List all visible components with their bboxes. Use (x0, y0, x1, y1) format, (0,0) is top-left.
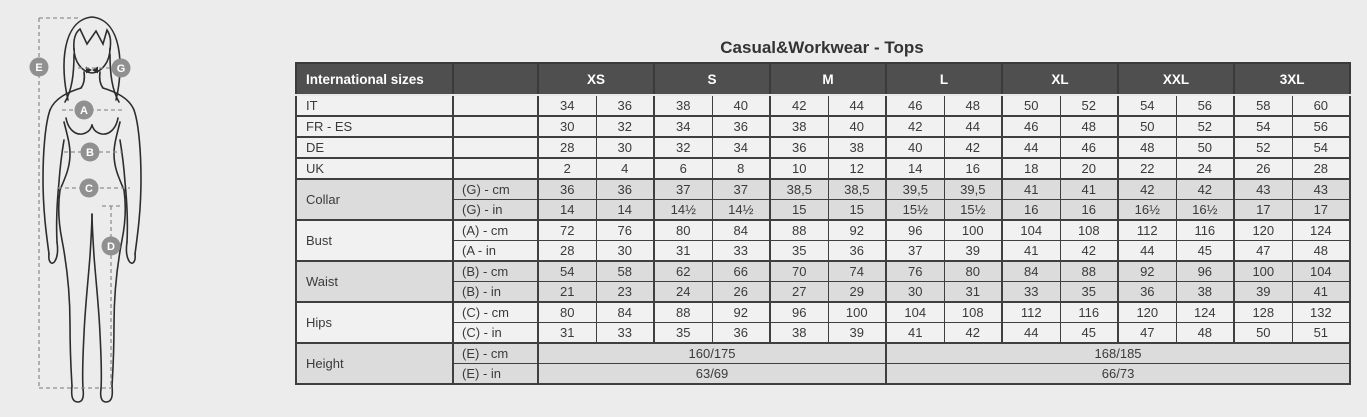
measure-value-cell: 84 (712, 220, 770, 241)
measure-value-cell: 26 (712, 282, 770, 303)
measure-value-cell: 76 (596, 220, 654, 241)
marker-label-c: C (85, 182, 93, 195)
measure-row-collar-0 (296, 179, 1350, 200)
size-value-cell: 22 (1118, 158, 1176, 179)
measure-value-cell: 44 (1118, 241, 1176, 262)
measure-value-cell: 15 (770, 200, 828, 221)
size-value-cell: 44 (1002, 137, 1060, 158)
measure-value-cell: 116 (1176, 220, 1234, 241)
measure-value-cell: 35 (654, 323, 712, 344)
measure-value-cell: 48 (1292, 241, 1350, 262)
size-row-it (296, 95, 1350, 116)
measure-row-bust-1 (296, 241, 1350, 262)
measure-value-cell: 43 (1292, 179, 1350, 200)
measure-value-cell: 58 (596, 261, 654, 282)
measure-value-cell: 37 (886, 241, 944, 262)
marker-label-a: A (80, 104, 88, 117)
measure-value-cell: 38 (770, 323, 828, 344)
measure-value-cell: 28 (538, 241, 596, 262)
marker-label-e: E (35, 61, 43, 74)
size-value-cell: 12 (828, 158, 886, 179)
measure-value-cell: 36 (538, 179, 596, 200)
measure-value-cell: 36 (712, 323, 770, 344)
measure-value-cell: 48 (1176, 323, 1234, 344)
measure-value-cell: 41 (1292, 282, 1350, 303)
measure-value-cell: 96 (886, 220, 944, 241)
size-value-cell: 26 (1234, 158, 1292, 179)
measure-value-cell: 17 (1234, 200, 1292, 221)
header-size-xl: XL (1002, 63, 1118, 95)
size-value-cell: 46 (886, 95, 944, 116)
measure-value-cell: 14½ (712, 200, 770, 221)
measure-name-label: Hips (296, 302, 453, 343)
size-value-cell: 32 (654, 137, 712, 158)
measure-value-cell: 39,5 (886, 179, 944, 200)
header-size-3xl: 3XL (1234, 63, 1350, 95)
measure-value-cell: 88 (1060, 261, 1118, 282)
measure-value-cell: 41 (1002, 179, 1060, 200)
size-system-label: UK (296, 158, 453, 179)
table-body (296, 95, 1350, 384)
height-merged-value-cell: 160/175 (538, 343, 886, 364)
measure-value-cell: 132 (1292, 302, 1350, 323)
size-value-cell: 54 (1292, 137, 1350, 158)
measure-value-cell: 21 (538, 282, 596, 303)
size-value-cell: 2 (538, 158, 596, 179)
size-value-cell: 44 (828, 95, 886, 116)
size-value-cell: 42 (944, 137, 1002, 158)
size-value-cell: 28 (538, 137, 596, 158)
measure-value-cell: 24 (654, 282, 712, 303)
measure-value-cell: 38,5 (828, 179, 886, 200)
size-value-cell: 30 (538, 116, 596, 137)
size-value-cell: 42 (886, 116, 944, 137)
size-value-cell: 34 (654, 116, 712, 137)
measure-value-cell: 14½ (654, 200, 712, 221)
measure-value-cell: 30 (596, 241, 654, 262)
measure-row-bust-0 (296, 220, 1350, 241)
measure-value-cell: 96 (770, 302, 828, 323)
measure-value-cell: 80 (654, 220, 712, 241)
size-value-cell: 54 (1234, 116, 1292, 137)
table-head (296, 63, 1350, 95)
measure-value-cell: 36 (596, 179, 654, 200)
measure-value-cell: 116 (1060, 302, 1118, 323)
measure-value-cell: 96 (1176, 261, 1234, 282)
measure-value-cell: 15 (828, 200, 886, 221)
measure-value-cell: 92 (712, 302, 770, 323)
measure-row-height-0 (296, 343, 1350, 364)
size-value-cell: 28 (1292, 158, 1350, 179)
measure-value-cell: 15½ (944, 200, 1002, 221)
measure-value-cell: 100 (828, 302, 886, 323)
size-value-cell: 6 (654, 158, 712, 179)
chart-title: Casual&Workwear - Tops (720, 38, 924, 57)
size-value-cell: 52 (1060, 95, 1118, 116)
measure-value-cell: 31 (944, 282, 1002, 303)
measure-value-cell: 80 (944, 261, 1002, 282)
measure-name-label: Bust (296, 220, 453, 261)
female-silhouette-illustration (12, 4, 177, 412)
header-size-m: M (770, 63, 886, 95)
measure-value-cell: 108 (1060, 220, 1118, 241)
size-value-cell: 18 (1002, 158, 1060, 179)
size-value-cell: 36 (712, 116, 770, 137)
measure-value-cell: 88 (654, 302, 712, 323)
measure-value-cell: 124 (1292, 220, 1350, 241)
measure-value-cell: 42 (1176, 179, 1234, 200)
measure-name-label: Height (296, 343, 453, 384)
measure-value-cell: 16½ (1176, 200, 1234, 221)
measure-value-cell: 70 (770, 261, 828, 282)
measure-value-cell: 43 (1234, 179, 1292, 200)
measure-value-cell: 72 (538, 220, 596, 241)
measure-value-cell: 92 (1118, 261, 1176, 282)
marker-label-d: D (107, 240, 115, 253)
measure-value-cell: 54 (538, 261, 596, 282)
measure-value-cell: 17 (1292, 200, 1350, 221)
size-value-cell: 50 (1176, 137, 1234, 158)
size-value-cell: 46 (1002, 116, 1060, 137)
measure-value-cell: 45 (1176, 241, 1234, 262)
measure-value-cell: 100 (944, 220, 1002, 241)
measure-value-cell: 35 (770, 241, 828, 262)
header-size-xs: XS (538, 63, 654, 95)
size-value-cell: 36 (596, 95, 654, 116)
size-value-cell: 34 (712, 137, 770, 158)
measure-value-cell: 112 (1118, 220, 1176, 241)
measure-value-cell: 16½ (1118, 200, 1176, 221)
measure-row-hips-1 (296, 323, 1350, 344)
measure-value-cell: 42 (1118, 179, 1176, 200)
measure-unit-label: (B) - in (453, 282, 538, 303)
measure-value-cell: 41 (1060, 179, 1118, 200)
marker-label-g: G (116, 62, 126, 75)
size-system-label: DE (296, 137, 453, 158)
size-value-cell: 4 (596, 158, 654, 179)
size-value-cell: 56 (1176, 95, 1234, 116)
measure-value-cell: 41 (1002, 241, 1060, 262)
size-value-cell: 52 (1176, 116, 1234, 137)
measure-value-cell: 37 (654, 179, 712, 200)
measure-value-cell: 47 (1118, 323, 1176, 344)
measure-value-cell: 39 (944, 241, 1002, 262)
size-value-cell: 44 (944, 116, 1002, 137)
measure-value-cell: 84 (596, 302, 654, 323)
size-value-cell: 58 (1234, 95, 1292, 116)
measure-value-cell: 128 (1234, 302, 1292, 323)
measure-value-cell: 39 (828, 323, 886, 344)
measure-value-cell: 84 (1002, 261, 1060, 282)
measure-unit-label: (C) - cm (453, 302, 538, 323)
size-value-cell: 38 (654, 95, 712, 116)
size-value-cell: 52 (1234, 137, 1292, 158)
size-system-label: IT (296, 95, 453, 116)
measure-value-cell: 47 (1234, 241, 1292, 262)
measure-value-cell: 42 (944, 323, 1002, 344)
marker-badge-b (81, 143, 100, 162)
size-value-cell: 24 (1176, 158, 1234, 179)
measure-value-cell: 76 (886, 261, 944, 282)
size-value-cell: 30 (596, 137, 654, 158)
header-size-xxl: XXL (1118, 63, 1234, 95)
measure-name-label: Collar (296, 179, 453, 220)
size-value-cell: 40 (828, 116, 886, 137)
header-international-sizes: International sizes (296, 63, 453, 95)
measure-value-cell: 30 (886, 282, 944, 303)
size-value-cell: 50 (1002, 95, 1060, 116)
size-value-cell: 16 (944, 158, 1002, 179)
measure-value-cell: 33 (596, 323, 654, 344)
measure-row-waist-1 (296, 282, 1350, 303)
measure-unit-label: (A) - cm (453, 220, 538, 241)
size-value-cell: 14 (886, 158, 944, 179)
measure-value-cell: 14 (596, 200, 654, 221)
measure-value-cell: 36 (1118, 282, 1176, 303)
size-value-cell: 40 (712, 95, 770, 116)
measure-row-waist-0 (296, 261, 1350, 282)
size-value-cell: 48 (1060, 116, 1118, 137)
measure-value-cell: 36 (828, 241, 886, 262)
table-header-row (296, 63, 1350, 95)
measure-row-hips-0 (296, 302, 1350, 323)
header-size-l: L (886, 63, 1002, 95)
marker-badge-d (102, 237, 121, 256)
measure-value-cell: 88 (770, 220, 828, 241)
height-merged-value-cell: 168/185 (886, 343, 1350, 364)
size-row-uk (296, 158, 1350, 179)
measure-value-cell: 92 (828, 220, 886, 241)
size-value-cell: 34 (538, 95, 596, 116)
measure-unit-label: (A - in (453, 241, 538, 262)
measure-value-cell: 31 (654, 241, 712, 262)
measure-value-cell: 31 (538, 323, 596, 344)
measure-unit-label: (G) - in (453, 200, 538, 221)
size-value-cell: 42 (770, 95, 828, 116)
size-value-cell: 8 (712, 158, 770, 179)
header-size-s: S (654, 63, 770, 95)
size-row-fr-es (296, 116, 1350, 137)
measure-value-cell: 15½ (886, 200, 944, 221)
size-value-cell: 38 (770, 116, 828, 137)
measure-value-cell: 29 (828, 282, 886, 303)
unit-empty-cell (453, 137, 538, 158)
size-value-cell: 38 (828, 137, 886, 158)
size-value-cell: 50 (1118, 116, 1176, 137)
measure-value-cell: 80 (538, 302, 596, 323)
unit-empty-cell (453, 158, 538, 179)
size-value-cell: 60 (1292, 95, 1350, 116)
measure-value-cell: 16 (1002, 200, 1060, 221)
measure-value-cell: 66 (712, 261, 770, 282)
measure-value-cell: 27 (770, 282, 828, 303)
measure-value-cell: 120 (1118, 302, 1176, 323)
size-value-cell: 46 (1060, 137, 1118, 158)
measure-value-cell: 35 (1060, 282, 1118, 303)
measure-value-cell: 124 (1176, 302, 1234, 323)
measure-value-cell: 39,5 (944, 179, 1002, 200)
size-chart-table (295, 62, 1351, 385)
measure-value-cell: 100 (1234, 261, 1292, 282)
measure-value-cell: 14 (538, 200, 596, 221)
header-empty-cell (453, 63, 538, 95)
measure-value-cell: 62 (654, 261, 712, 282)
measure-value-cell: 74 (828, 261, 886, 282)
measure-value-cell: 16 (1060, 200, 1118, 221)
measure-value-cell: 104 (886, 302, 944, 323)
measure-row-collar-1 (296, 200, 1350, 221)
marker-badge-a (75, 101, 94, 120)
measure-unit-label: (E) - cm (453, 343, 538, 364)
size-value-cell: 54 (1118, 95, 1176, 116)
body-measurement-figure (12, 4, 177, 412)
size-system-label: FR - ES (296, 116, 453, 137)
measure-value-cell: 38,5 (770, 179, 828, 200)
measure-value-cell: 33 (1002, 282, 1060, 303)
measure-value-cell: 108 (944, 302, 1002, 323)
measure-unit-label: (B) - cm (453, 261, 538, 282)
size-value-cell: 32 (596, 116, 654, 137)
measure-value-cell: 41 (886, 323, 944, 344)
measure-value-cell: 45 (1060, 323, 1118, 344)
marker-label-b: B (86, 146, 94, 159)
measure-unit-label: (G) - cm (453, 179, 538, 200)
size-value-cell: 36 (770, 137, 828, 158)
measure-value-cell: 51 (1292, 323, 1350, 344)
measure-name-label: Waist (296, 261, 453, 302)
unit-empty-cell (453, 116, 538, 137)
measure-value-cell: 37 (712, 179, 770, 200)
size-value-cell: 40 (886, 137, 944, 158)
size-value-cell: 10 (770, 158, 828, 179)
size-value-cell: 56 (1292, 116, 1350, 137)
measure-value-cell: 50 (1234, 323, 1292, 344)
size-value-cell: 48 (1118, 137, 1176, 158)
measure-value-cell: 39 (1234, 282, 1292, 303)
measure-value-cell: 23 (596, 282, 654, 303)
height-merged-value-cell: 63/69 (538, 364, 886, 385)
marker-badge-c (80, 179, 99, 198)
unit-empty-cell (453, 95, 538, 116)
size-chart-area (295, 36, 1349, 385)
size-row-de (296, 137, 1350, 158)
measure-row-height-1 (296, 364, 1350, 385)
measure-value-cell: 44 (1002, 323, 1060, 344)
measure-unit-label: (E) - in (453, 364, 538, 385)
marker-badge-e (30, 58, 49, 77)
measure-value-cell: 104 (1002, 220, 1060, 241)
measure-value-cell: 42 (1060, 241, 1118, 262)
size-value-cell: 20 (1060, 158, 1118, 179)
measure-unit-label: (C) - in (453, 323, 538, 344)
height-merged-value-cell: 66/73 (886, 364, 1350, 385)
measure-value-cell: 104 (1292, 261, 1350, 282)
size-value-cell: 48 (944, 95, 1002, 116)
marker-badge-g (112, 59, 131, 78)
measure-value-cell: 33 (712, 241, 770, 262)
measure-value-cell: 38 (1176, 282, 1234, 303)
measure-value-cell: 120 (1234, 220, 1292, 241)
measure-value-cell: 112 (1002, 302, 1060, 323)
